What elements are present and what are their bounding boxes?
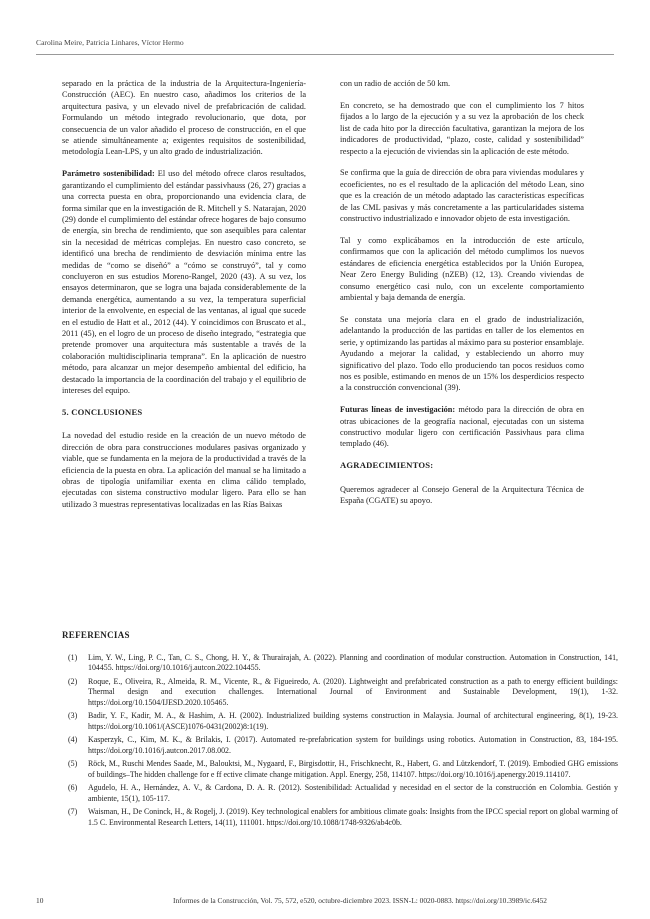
reference-item <box>62 735 618 756</box>
reference-text: Röck, M., Ruschi Mendes Saade, M., Balouktsi, M., Nygaard, F., Birgisdottir, H., Frischknecht, R., Habert, G. and Lützkendorf, T. (2019). Embodied GHG emissions of buildings–The hidden challenge for e ff ective climate change mitigation. Appl. Energy, 258, 114107. https://doi.org/10.1016/j.apenergy.2019.114107. <box>88 759 618 779</box>
section-title-acknowledgements: AGRADECIMIENTOS: <box>340 460 434 471</box>
reference-text: Roque, E., Oliveira, R., Almeida, R. M., Vicente, R., & Figueiredo, A. (2020). Lightweight and prefabricated construction as a path to energy efficient buildings: Thermal design and execution challenges. International Journal of Environment and Sustainable Development, 19(1), 1-32. https://doi.org/10.1504/IJESD.2020.105465. <box>88 677 618 707</box>
reference-text: Agudelo, H. A., Hernández, A. V., & Cardona, D. A. R. (2012). Sostenibilidad: Actualidad y necesidad en el sector de la construcción en Colombia. Gestión y ambiente, 15(1), 105-117. <box>88 783 618 803</box>
references-title: REFERENCIAS <box>62 630 130 640</box>
section-title-conclusions: 5. CONCLUSIONES <box>62 406 143 417</box>
reference-number: (6) <box>68 783 78 793</box>
paragraph: Se constata una mejoría clara en el grado de industrialización, adelantando la producción de las partidas en taller de los elementos en serie, y optimizando las partidas al máximo para su posterior ensamblaje. Ayudando a mejorar la calidad, y estableciendo un ahorro muy significativo del plazo. Todo ello produciendo tan pocos residuos como nos es posible, estimando en menos de un 15% los desperdicios respecto a la construcción convencional (39). <box>340 314 584 393</box>
journal-citation: Informes de la Construcción, Vol. 75, 572, e520, octubre-diciembre 2023. ISSN-L: 0020-0883. https://doi.org/10.3989/ic.6452 <box>172 896 547 905</box>
reference-text: Kasperzyk, C., Kim, M. K., & Brilakis, I. (2017). Automated re-prefabrication system for buildings using robotics. Automation in Construction, 83, 184-195. https://doi.org/10.1016/j.autcon.2017.08.002. <box>88 735 618 755</box>
reference-item <box>62 711 618 732</box>
reference-number: (1) <box>68 653 78 662</box>
reference-item <box>62 783 618 804</box>
reference-text: Lim, Y. W., Ling, P. C., Tan, C. S., Chong, H. Y., & Thurairajah, A. (2022). Planning and coordination of modular construction. Automation in Construction, 141, 104455. https://doi.org/10.1016/j.autcon.2022.104455. <box>88 653 618 673</box>
reference-item <box>62 807 618 828</box>
reference-item <box>62 653 618 674</box>
reference-text: Badir, Y. F., Kadir, M. A., & Hashim, A. H. (2002). Industrialized building systems construction in Malaysia. Journal of architectural engineering, 8(1), 19-23. https://doi.org/10.1061/(ASCE)1076-0431(2002)8:1(19). <box>88 711 618 731</box>
header-rule <box>36 54 614 55</box>
paragraph-lead: Futuras líneas de investigación: <box>340 405 456 415</box>
paragraph-lead: Parámetro sostenibilidad: <box>62 169 155 179</box>
paragraph: Se confirma que la guía de dirección de obra para viviendas modulares y ecoeficientes, no es el resultado de la aplicación del método Lean, sino que es la creación de un método adaptado las características específicas de las CML pasivas y más concretamente a las particularidades sistema constructivo industrializado e innovador objeto de esta investigación. <box>340 168 584 224</box>
paragraph-future-research <box>340 404 584 450</box>
paragraph: Queremos agradecer al Consejo General de la Arquitectura Técnica de España (CGATE) su apoyo. <box>340 484 584 506</box>
paragraph-sustainability <box>62 168 306 396</box>
page-footer <box>36 896 614 905</box>
reference-item <box>62 759 618 780</box>
right-column <box>340 78 584 517</box>
running-header-authors: Carolina Meire, Patricia Linhares, Víctor Hermo <box>36 38 184 47</box>
reference-number: (3) <box>68 711 78 721</box>
reference-number: (7) <box>68 807 78 817</box>
paragraph-body: El uso del método ofrece claros resultados, garantizando el cumplimiento del estándar passivhauss (26, 27) gracias a una correcta puesta en obra, proporcionando una evidencia clara, de forma similar que en la investigación de R. Mitchell y S. Natarajan, 2020 (29) donde el cumplimiento del estándar ofrece hogares de bajo consumo de energía, sin brecha de rendimiento, que son asequibles para calentar sin la necesidad de métricas complejas. En nuestro caso concreto, se identificó una brecha de rendimiento de desviación mínima entre las medidas de “como se diseñó” a “cómo se construyó”, tal y como concluyeron en sus estudios Moreno-Rangel, 2020 (43). A su vez, los ensayos determinaron, que se logra una bajada considerablemente de la demanda energética, aumentando a su vez, la temperatura superficial interior de la envolvente, en especial de las ventanas, al igual que sucede en el estudio de Hatt et al., 2012 (44). Y coincidimos con Bruscato et al., 2011 (45), en el logro de un proceso de diseño integrado, “estrategia que pretende promover una arquitectura más sustentable a través de la colaboración multidisciplinaria temprana”. En la aplicación de nuestro método, para alcanzar un mejor desempeño ambiental del edificio, ha destacado la importancia de la coordinación del trabajo y el equilibrio de intereses del equipo. <box>62 169 306 396</box>
paragraph: con un radio de acción de 50 km. <box>340 79 451 88</box>
left-column <box>62 78 306 521</box>
paragraph: separado en la práctica de la industria de la Arquitectura-Ingeniería-Construcción (AEC). En nuestro caso, añadimos los criterios de la arquitectura pasiva, y un elevado nivel de prefabricación de calidad. Formulando un método integrado revolucionario, que dota, por consecuencia de un valor añadido el proceso de construcción, en el que se atiende simultáneamente a; exigentes requisitos de sostenibilidad, metodología Lean-LPS, y un alto grado de industrialización. <box>62 79 306 157</box>
reference-text: Waisman, H., De Coninck, H., & Rogelj, J. (2019). Key technological enablers for ambitious climate goals: Insights from the IPCC special report on global warming of 1.5 C. Environmental Research Letters, 14(11), 111001. https://doi.org/10.1088/1748-9326/ab4c0b. <box>88 807 618 827</box>
reference-number: (5) <box>68 759 78 769</box>
paragraph: Tal y como explicábamos en la introducción de este artículo, confirmamos que con la aplicación del método cumplimos los nuevos estándares de eficiencia energética establecidos por la Unión Europea, Near Zero Energy Buliding (nZEB) (12, 13). Creando viviendas de consumo energético casi nulo, con un excelente comportamiento ambiental y baja demanda de energía. <box>340 235 584 302</box>
reference-number: (2) <box>68 677 78 686</box>
page-number: 10 <box>36 896 44 905</box>
paragraph: La novedad del estudio reside en la creación de un nuevo método de dirección de obra para construcciones modulares pasivas organizado y viable, que se fundamenta en la mejora de la productividad a través de la eficiencia de la puesta en obra. La aplicación del manual se ha limitado a obras de tipología unifamiliar exenta en clima cálido templado, ejecutadas con sistema constructivo modular ligero. Para ello se han utilizado 3 muestras representativas localizadas en las Rías Baixas <box>62 431 306 509</box>
references-section <box>62 630 618 831</box>
reference-number: (4) <box>68 735 78 745</box>
paragraph-body: método para la dirección de obra en otras ubicaciones de la geografía nacional, ejecutadas con un sistema constructivo modular ligero con certificación Passivhaus para clima templado (46). <box>340 405 584 449</box>
reference-item <box>62 677 618 708</box>
paragraph: En concreto, se ha demostrado que con el cumplimiento los 7 hitos fijados a lo largo de la ejecución y a su vez la aprobación de los check list de cada hito por la dirección facultativa, garantizan la mejora de los indicadores de productividad, “plazo, coste, calidad y sostenibilidad” respecto a la ejecución de viviendas sin la aplicación de este método. <box>340 100 584 156</box>
